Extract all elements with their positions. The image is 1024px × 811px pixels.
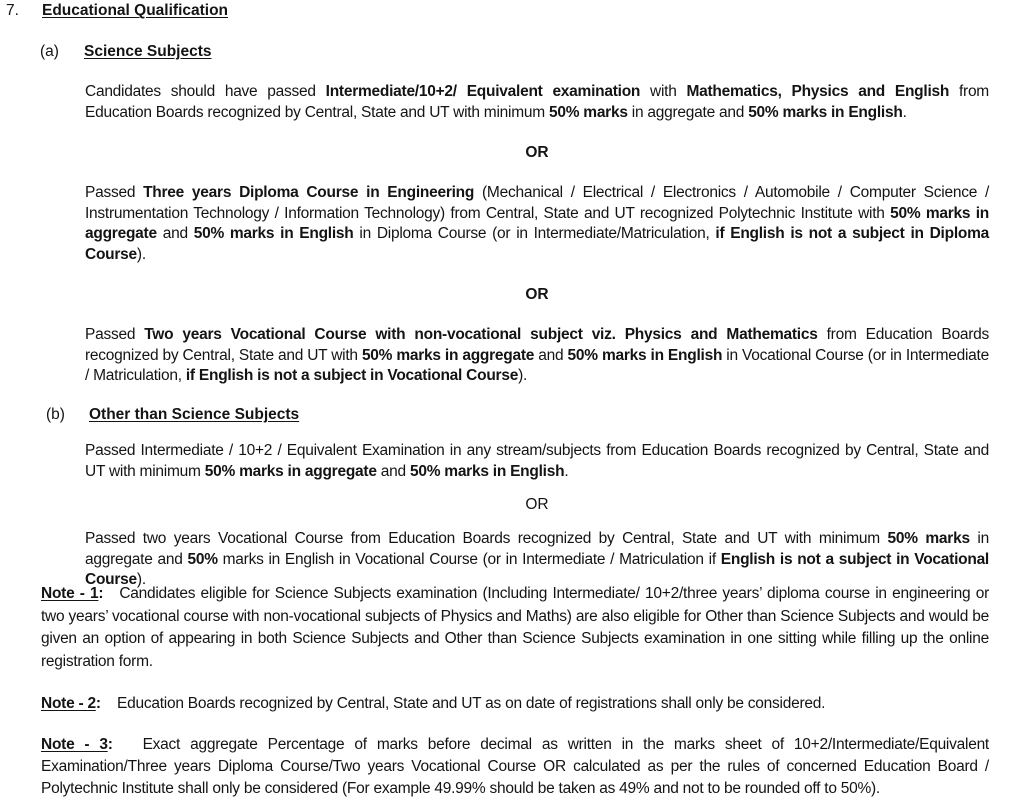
emphasis-text: 50% marks in aggregate	[204, 462, 377, 480]
emphasis-text: 50% marks	[548, 103, 628, 121]
emphasis-text: 50% marks in English	[748, 103, 903, 121]
note-2-label: Note - 2	[41, 695, 96, 712]
emphasis-text: Two years Vocational Course with non-vocational subject viz. Physics and Mathematics	[144, 326, 818, 343]
note-3-text: Exact aggregate Percentage of marks before decimal as written in the marks sheet of 10+2/Intermediate/Equivalent Examination/Three years Diploma Course/Two years Vocational Course OR calculated as per the rules of concerned Education Board / Polytechnic Institute shall only be considered (For example 49.99% should be taken as 49% and not to be rounded off to 50%).	[41, 736, 989, 797]
note-2: Note - 2: Education Boards recognized by Central, State and UT as on date of registrations shall only be considered.	[41, 695, 826, 712]
part-a-title: Science Subjects	[84, 43, 212, 60]
emphasis-text: 50% marks in aggregate	[85, 204, 989, 242]
body-text: marks in English in Vocational Course (or in Intermediate / Matriculation if	[217, 550, 721, 568]
body-text: in aggregate and	[85, 530, 989, 568]
body-text: Passed	[85, 326, 145, 343]
body-text: and	[376, 462, 410, 480]
part-a-or-1: OR	[525, 144, 549, 161]
part-b-title: Other than Science Subjects	[89, 406, 300, 423]
emphasis-text: 50% marks in English	[567, 346, 723, 364]
emphasis-text: 50% marks	[887, 530, 970, 547]
part-a-marker: (a)	[40, 43, 59, 60]
body-text: Passed Intermediate / 10+2 / Equivalent Examination in any stream/subjects from Education Boards recognized by Central, State and UT with minimum	[85, 442, 989, 480]
note-3-label: Note - 3	[41, 736, 108, 753]
body-text: Passed	[85, 184, 144, 201]
part-a-paragraph-1	[85, 82, 989, 123]
body-text: ).	[136, 571, 146, 588]
part-a-paragraph-2	[85, 183, 989, 265]
body-text: with	[640, 83, 687, 100]
note-1-label: Note - 1	[41, 585, 99, 602]
body-text: and	[156, 225, 194, 242]
note-2-text: Education Boards recognized by Central, State and UT as on date of registrations shall only be considered.	[117, 695, 826, 712]
part-a-or-2: OR	[525, 286, 549, 303]
note-1: Note - 1: Candidates eligible for Science Subjects examination (Including Intermediate/ 10+2/three years’ diploma course in engineering or two years’ vocational course with non-vocational subjects of Physics and Maths) are also eligible for Other than Science Subjects and would be given an option of appearing in both Science Subjects and Other than Science Subjects examination in one sitting while filling up the online registration form.	[41, 585, 990, 670]
emphasis-text: 50% marks in aggregate	[361, 346, 535, 364]
body-text: Candidates should have passed	[85, 83, 326, 100]
emphasis-text: Three years Diploma Course in Engineering	[143, 184, 475, 201]
body-text: from Education Boards recognized by Central, State and UT with	[85, 326, 989, 364]
body-text: in Diploma Course (or in Intermediate/Matriculation,	[353, 225, 716, 242]
body-text: from Education Boards recognized by Central, State and UT with minimum	[85, 83, 989, 121]
body-text: in aggregate and	[627, 103, 749, 121]
body-text: .	[564, 462, 569, 480]
emphasis-text: English is not a subject in Vocational Course	[85, 550, 989, 588]
body-text: ).	[518, 367, 528, 384]
body-text: in Vocational Course (or in Intermediate / Matriculation,	[85, 346, 989, 384]
section-title: Educational Qualification	[42, 2, 229, 19]
emphasis-text: Intermediate/10+2/ Equivalent examination	[325, 83, 641, 100]
part-b-paragraph-2	[85, 529, 989, 591]
body-text: and	[534, 346, 568, 364]
note-1-text: Candidates eligible for Science Subjects examination (Including Intermediate/ 10+2/three years’ diploma course in engineering or two years’ vocational course with non-vocational subjects of Physics and Maths) are also eligible for Other than Science Subjects and would be given an option of appearing in both Science Subjects and Other than Science Subjects examination in one sitting while filling up the online registration form.	[41, 585, 990, 670]
body-text: .	[902, 103, 907, 121]
emphasis-text: 50%	[187, 550, 218, 568]
part-b-paragraph-1	[85, 441, 989, 482]
emphasis-text: if English is not a subject in Vocational Course	[185, 367, 519, 384]
section-number: 7.	[6, 2, 19, 19]
emphasis-text: 50% marks in English	[409, 462, 565, 480]
body-text: Passed two years Vocational Course from Education Boards recognized by Central, State and UT with minimum	[85, 530, 888, 547]
emphasis-text: if English is not a subject in Diploma Course	[85, 225, 989, 263]
part-a-paragraph-3	[85, 325, 989, 387]
body-text: ).	[136, 245, 146, 263]
note-3: Note - 3: Exact aggregate Percentage of marks before decimal as written in the marks sheet of 10+2/Intermediate/Equivalent Examination/Three years Diploma Course/Two years Vocational Course OR calculated as per the rules of concerned Education Board / Polytechnic Institute shall only be considered (For example 49.99% should be taken as 49% and not to be rounded off to 50%).	[41, 736, 989, 797]
part-b-marker: (b)	[46, 406, 65, 423]
body-text: (Mechanical / Electrical / Electronics / Automobile / Computer Science / Instrumentation Technology / Information Technology) from Central, State and UT recognized Polytechnic Institute with	[85, 184, 989, 222]
emphasis-text: Mathematics, Physics and English	[686, 83, 950, 100]
part-b-or: OR	[525, 496, 549, 513]
emphasis-text: 50% marks in English	[193, 225, 354, 242]
